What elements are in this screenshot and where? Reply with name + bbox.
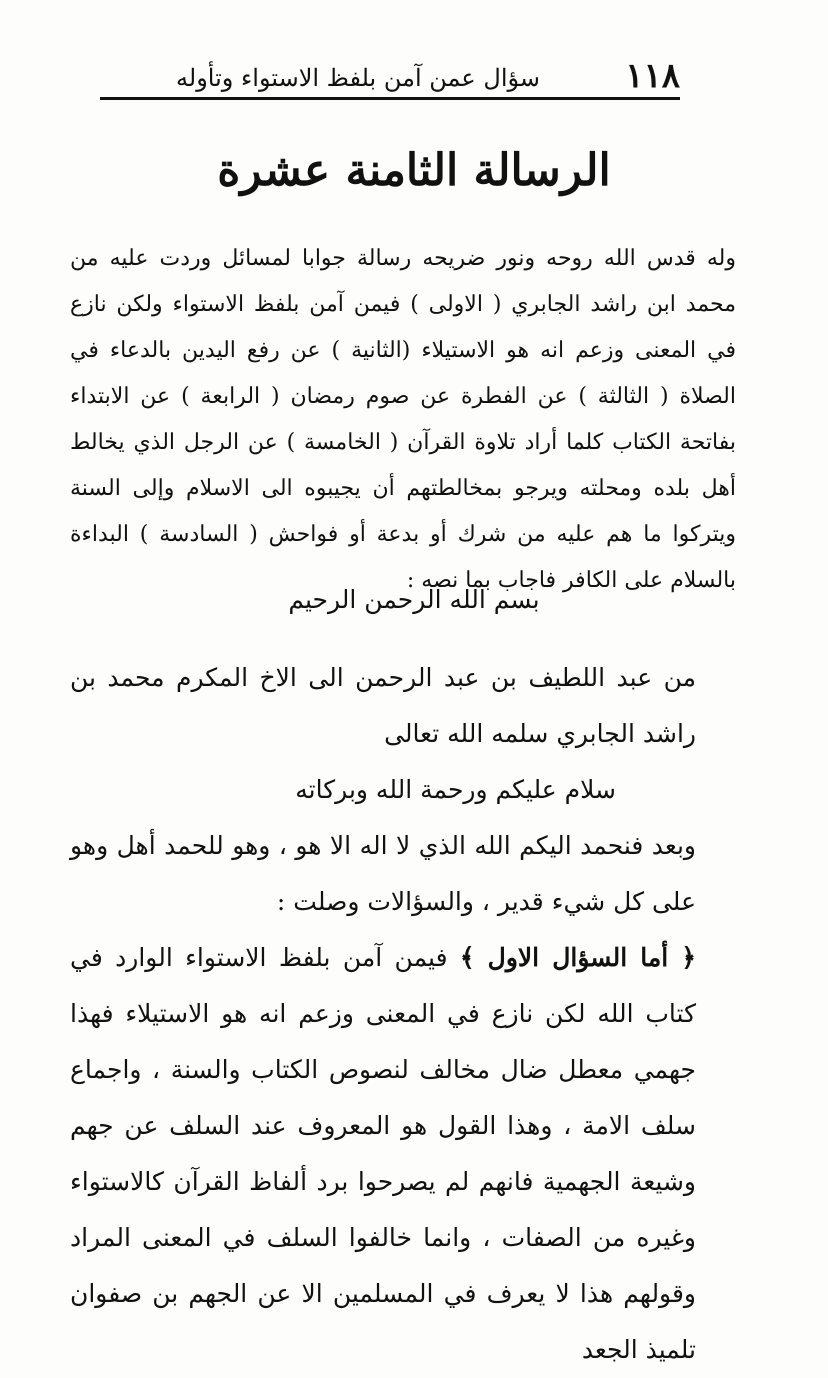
header-rule [100, 97, 680, 100]
letter-praise: وبعد فنحمد اليكم الله الذي لا اله الا هو ، وهو للحمد أهل وهو على كل شيء قدير ، والسؤالات وصلت : [70, 831, 696, 916]
page-number: ١١٨ [625, 56, 680, 96]
running-head: سؤال عمن آمن بلفظ الاستواء وتأوله [176, 64, 540, 92]
basmala: بسم الله الرحمن الرحيم [288, 585, 540, 614]
first-question-label: ﴿ أما السؤال الاول ﴾ [459, 943, 696, 972]
letter-salam: سلام عليكم ورحمة الله وبركاته [295, 775, 616, 804]
first-question-text: فيمن آمن بلفظ الاستواء الوارد في كتاب الله لكن نازع في المعنى وزعم انه هو الاستيلاء فهذا جهمي معطل ضال مخالف لنصوص الكتاب والسنة ، واجماع سلف الامة ، وهذا القول هو المعروف عند السلف عن جهم وشيعة الجهمية فانهم لم يصرحوا برد ألفاظ القرآن كالاستواء وغيره من الصفات ، وانما خالفوا السلف في المعنى المراد وقولهم هذا لا يعرف في المسلمين الا عن الجهم بن صفوان تلميذ الجعد [70, 943, 696, 1364]
page-header [100, 48, 680, 100]
chapter-title: الرسالة الثامنة عشرة [217, 145, 611, 196]
letter-body [70, 650, 736, 1378]
first-question-paragraph [70, 930, 736, 1378]
intro-paragraph: وله قدس الله روحه ونور ضريحه رسالة جوابا لمسائل وردت عليه من محمد ابن راشد الجابري ( الاولى ) فيمن آمن بلفظ الاستواء ولكن نازع في المعنى وزعم انه هو الاستيلاء (الثانية ) عن رفع اليدين بالدعاء في الصلاة ( الثالثة ) عن الفطرة عن صوم رمضان ( الرابعة ) عن الابتداء بفاتحة الكتاب كلما أراد تلاوة القرآن ( الخامسة ) عن الرجل الذي يخالط أهل بلده ومحلته ويرجو بمخالطتهم أن يجيبوه الى الاسلام وإلى السنة ويتركوا ما هم عليه من شرك أو بدعة أو فواحش ( السادسة ) البداءة بالسلام على الكافر فاجاب بما نصه : [70, 246, 736, 593]
letter-opening: من عبد اللطيف بن عبد الرحمن الى الاخ المكرم محمد بن راشد الجابري سلمه الله تعالى [70, 663, 696, 748]
